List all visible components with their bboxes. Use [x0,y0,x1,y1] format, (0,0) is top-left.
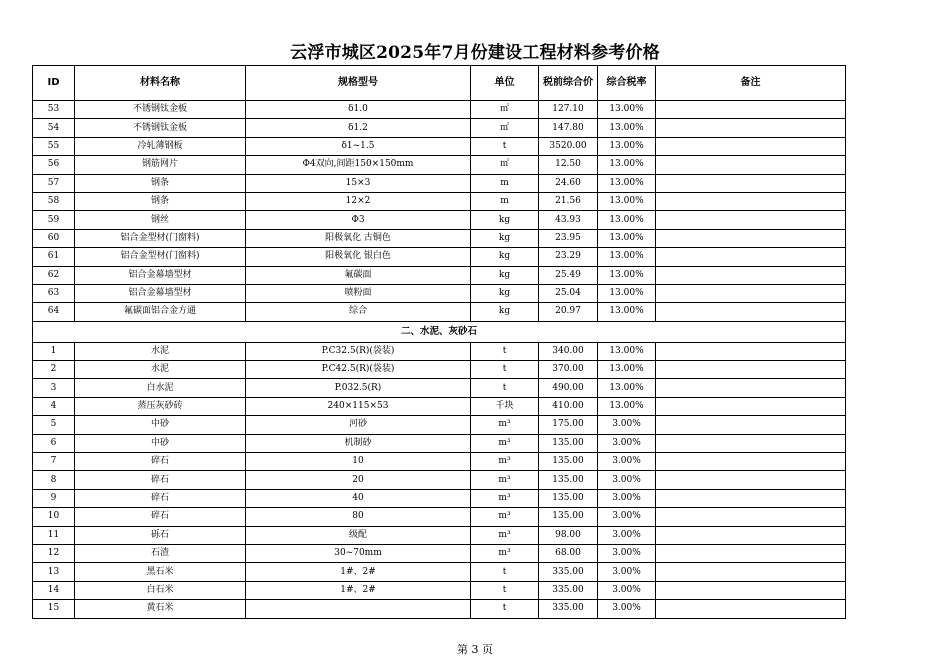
header-unit: 单位 [471,66,539,101]
header-tax: 综合税率 [598,66,656,101]
cell-id: 7 [33,453,75,471]
table-row [33,156,846,174]
cell-price: 3520.00 [539,137,598,155]
cell-spec: 80 [246,508,471,526]
cell-note [656,137,846,155]
cell-tax: 3.00% [598,416,656,434]
cell-spec: 阳极氧化 银白色 [246,248,471,266]
cell-note [656,156,846,174]
cell-note [656,379,846,397]
cell-note [656,303,846,321]
cell-name: 铝合金幕墙型材 [75,284,246,302]
cell-spec: 河砂 [246,416,471,434]
cell-price: 335.00 [539,581,598,599]
cell-id: 10 [33,508,75,526]
cell-id: 60 [33,229,75,247]
cell-id: 2 [33,361,75,379]
table-row [33,397,846,415]
cell-note [656,101,846,119]
cell-note [656,544,846,562]
cell-price: 135.00 [539,508,598,526]
cell-price: 20.97 [539,303,598,321]
cell-price: 175.00 [539,416,598,434]
cell-price: 23.29 [539,248,598,266]
table-row [33,379,846,397]
cell-tax: 13.00% [598,119,656,137]
cell-spec: 喷粉面 [246,284,471,302]
cell-name: 蒸压灰砂砖 [75,397,246,415]
cell-name: 水泥 [75,342,246,360]
cell-unit: m³ [471,453,539,471]
cell-note [656,397,846,415]
cell-price: 340.00 [539,342,598,360]
page-title: 云浮市城区2025年7月份建设工程材料参考价格 [290,43,660,63]
section-row [33,321,846,342]
cell-note [656,526,846,544]
cell-unit: m³ [471,489,539,507]
table-row [33,192,846,210]
cell-name: 钢条 [75,174,246,192]
cell-tax: 13.00% [598,156,656,174]
header-name: 材料名称 [75,66,246,101]
cell-unit: kg [471,303,539,321]
cell-id: 9 [33,489,75,507]
cell-price: 12.50 [539,156,598,174]
cell-price: 25.49 [539,266,598,284]
cell-unit: kg [471,266,539,284]
cell-spec: P.C42.5(R)(袋装) [246,361,471,379]
cell-note [656,119,846,137]
cell-name: 石渣 [75,544,246,562]
cell-spec: 1#、2# [246,581,471,599]
cell-spec: δ1~1.5 [246,137,471,155]
cell-name: 氟碳面铝合金方通 [75,303,246,321]
header-id: ID [33,66,75,101]
cell-note [656,361,846,379]
cell-note [656,229,846,247]
table-row [33,361,846,379]
table-row [33,211,846,229]
cell-spec: 40 [246,489,471,507]
cell-name: 钢条 [75,192,246,210]
cell-unit: t [471,600,539,618]
cell-spec: 12×2 [246,192,471,210]
cell-spec: 15×3 [246,174,471,192]
cell-unit: kg [471,284,539,302]
cell-unit: m³ [471,471,539,489]
cell-note [656,563,846,581]
cell-spec: 20 [246,471,471,489]
cell-name: 中砂 [75,434,246,452]
cell-unit: m³ [471,416,539,434]
cell-id: 61 [33,248,75,266]
cell-unit: kg [471,211,539,229]
cell-unit: m³ [471,508,539,526]
cell-price: 335.00 [539,563,598,581]
cell-tax: 3.00% [598,563,656,581]
cell-id: 14 [33,581,75,599]
table-row [33,581,846,599]
cell-spec [246,600,471,618]
cell-spec: 机制砂 [246,434,471,452]
cell-tax: 13.00% [598,211,656,229]
header-row [33,66,846,101]
table-row [33,229,846,247]
cell-spec: 30~70mm [246,544,471,562]
cell-note [656,416,846,434]
cell-tax: 3.00% [598,489,656,507]
section-title: 二、水泥、灰砂石 [33,321,846,342]
cell-id: 4 [33,397,75,415]
cell-name: 钢筋网片 [75,156,246,174]
cell-tax: 13.00% [598,379,656,397]
cell-tax: 13.00% [598,229,656,247]
table-row [33,119,846,137]
cell-spec: δ1.2 [246,119,471,137]
cell-unit: m³ [471,526,539,544]
cell-price: 410.00 [539,397,598,415]
cell-price: 68.00 [539,544,598,562]
cell-note [656,248,846,266]
cell-price: 21.56 [539,192,598,210]
cell-tax: 3.00% [598,544,656,562]
table-row [33,266,846,284]
cell-id: 1 [33,342,75,360]
cell-spec: 级配 [246,526,471,544]
cell-name: 砾石 [75,526,246,544]
table-row [33,416,846,434]
table-row [33,526,846,544]
cell-id: 6 [33,434,75,452]
cell-spec: 氟碳面 [246,266,471,284]
cell-spec: P.032.5(R) [246,379,471,397]
table-row [33,453,846,471]
cell-price: 135.00 [539,434,598,452]
cell-id: 5 [33,416,75,434]
cell-unit: ㎡ [471,156,539,174]
cell-price: 127.10 [539,101,598,119]
table-row [33,508,846,526]
cell-tax: 3.00% [598,471,656,489]
cell-tax: 13.00% [598,361,656,379]
cell-id: 62 [33,266,75,284]
table-body [33,101,846,619]
cell-tax: 3.00% [598,508,656,526]
header-note: 备注 [656,66,846,101]
cell-spec: 1#、2# [246,563,471,581]
cell-price: 135.00 [539,453,598,471]
cell-note [656,192,846,210]
cell-price: 135.00 [539,489,598,507]
cell-price: 135.00 [539,471,598,489]
cell-tax: 3.00% [598,581,656,599]
price-table [32,65,846,619]
cell-id: 55 [33,137,75,155]
table-row [33,600,846,618]
cell-unit: m [471,192,539,210]
table-row [33,434,846,452]
cell-unit: t [471,563,539,581]
table-row [33,174,846,192]
cell-name: 钢丝 [75,211,246,229]
cell-price: 335.00 [539,600,598,618]
cell-unit: ㎡ [471,119,539,137]
cell-unit: t [471,581,539,599]
cell-name: 碎石 [75,508,246,526]
page-number: 第 3 页 [457,643,493,656]
cell-id: 3 [33,379,75,397]
cell-name: 不锈钢钛金板 [75,119,246,137]
cell-tax: 13.00% [598,248,656,266]
table-row [33,303,846,321]
cell-tax: 3.00% [598,526,656,544]
cell-id: 11 [33,526,75,544]
cell-unit: m³ [471,544,539,562]
cell-tax: 3.00% [598,434,656,452]
cell-price: 370.00 [539,361,598,379]
cell-price: 147.80 [539,119,598,137]
table-row [33,284,846,302]
table-row [33,248,846,266]
cell-id: 56 [33,156,75,174]
cell-id: 53 [33,101,75,119]
cell-name: 黑石米 [75,563,246,581]
cell-id: 8 [33,471,75,489]
cell-name: 碎石 [75,453,246,471]
cell-spec: 10 [246,453,471,471]
cell-id: 59 [33,211,75,229]
cell-unit: kg [471,229,539,247]
cell-unit: ㎡ [471,101,539,119]
cell-spec: 240×115×53 [246,397,471,415]
cell-unit: t [471,342,539,360]
cell-tax: 13.00% [598,284,656,302]
table-row [33,544,846,562]
cell-spec: 阳极氧化 古铜色 [246,229,471,247]
cell-price: 43.93 [539,211,598,229]
cell-spec: Φ3 [246,211,471,229]
cell-name: 铝合金型材(门窗料) [75,248,246,266]
cell-spec: P.C32.5(R)(袋装) [246,342,471,360]
cell-price: 98.00 [539,526,598,544]
cell-tax: 3.00% [598,453,656,471]
table-row [33,137,846,155]
cell-note [656,453,846,471]
cell-tax: 13.00% [598,303,656,321]
cell-tax: 13.00% [598,192,656,210]
header-spec: 规格型号 [246,66,471,101]
cell-name: 中砂 [75,416,246,434]
cell-note [656,581,846,599]
cell-name: 水泥 [75,361,246,379]
cell-price: 24.60 [539,174,598,192]
cell-name: 碎石 [75,489,246,507]
cell-spec: 综合 [246,303,471,321]
cell-name: 铝合金型材(门窗料) [75,229,246,247]
cell-spec: Φ4双向,间距150×150mm [246,156,471,174]
cell-price: 490.00 [539,379,598,397]
cell-note [656,508,846,526]
cell-name: 白水泥 [75,379,246,397]
cell-price: 25.04 [539,284,598,302]
header-price: 税前综合价 [539,66,598,101]
cell-note [656,174,846,192]
cell-tax: 13.00% [598,174,656,192]
cell-tax: 13.00% [598,137,656,155]
cell-unit: 千块 [471,397,539,415]
cell-id: 13 [33,563,75,581]
cell-tax: 13.00% [598,397,656,415]
cell-note [656,211,846,229]
cell-tax: 13.00% [598,101,656,119]
cell-note [656,434,846,452]
cell-id: 58 [33,192,75,210]
cell-unit: m³ [471,434,539,452]
cell-unit: kg [471,248,539,266]
table-row [33,489,846,507]
cell-name: 不锈钢钛金板 [75,101,246,119]
table-row [33,101,846,119]
cell-id: 63 [33,284,75,302]
cell-unit: t [471,379,539,397]
cell-tax: 3.00% [598,600,656,618]
cell-spec: δ1.0 [246,101,471,119]
cell-name: 碎石 [75,471,246,489]
cell-id: 15 [33,600,75,618]
cell-unit: t [471,137,539,155]
table-row [33,342,846,360]
cell-name: 铝合金幕墙型材 [75,266,246,284]
cell-name: 黄石米 [75,600,246,618]
cell-name: 冷轧薄钢板 [75,137,246,155]
cell-id: 12 [33,544,75,562]
cell-note [656,266,846,284]
cell-unit: m [471,174,539,192]
cell-note [656,284,846,302]
table-row [33,471,846,489]
cell-id: 54 [33,119,75,137]
cell-note [656,489,846,507]
cell-note [656,342,846,360]
cell-note [656,471,846,489]
cell-note [656,600,846,618]
cell-tax: 13.00% [598,266,656,284]
cell-price: 23.95 [539,229,598,247]
cell-unit: t [471,361,539,379]
table-row [33,563,846,581]
cell-id: 64 [33,303,75,321]
cell-id: 57 [33,174,75,192]
cell-tax: 13.00% [598,342,656,360]
cell-name: 白石米 [75,581,246,599]
